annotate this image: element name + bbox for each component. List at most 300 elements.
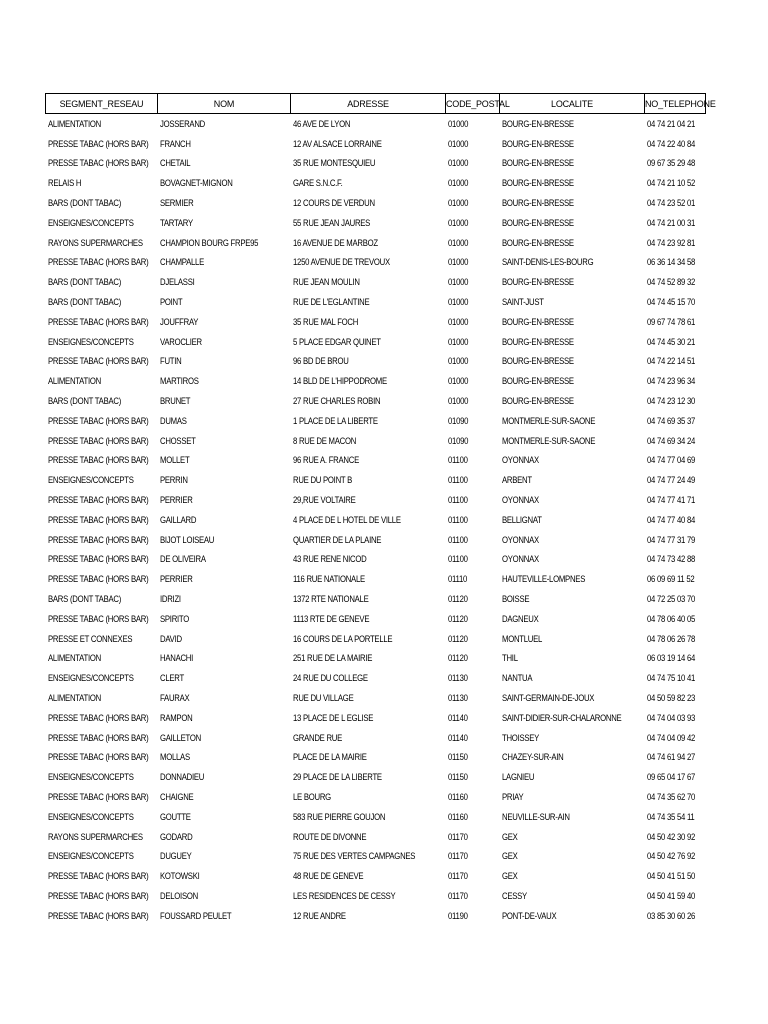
segment-cell-text: PRESSE TABAC (HORS BAR) [47,316,148,327]
code-postal-cell-text: 01130 [447,693,468,703]
nom-cell [158,609,291,629]
adresse-cell-text: 29,RUE VOLTAIRE [292,495,356,506]
localite-cell [500,292,645,312]
segment-cell [46,312,158,332]
localite-cell-text: THIL [501,653,518,664]
localite-cell-text: SAINT-DIDIER-SUR-CHALARONNE [501,712,621,723]
segment-cell-text: PRESSE TABAC (HORS BAR) [47,158,148,169]
nom-cell-text: VAROCLIER [159,336,202,347]
nom-cell-text: BRUNET [159,396,190,407]
code-postal-cell-text: 01120 [447,633,468,644]
nom-cell-text: RAMPON [159,712,192,723]
adresse-cell-text: 13 PLACE DE L EGLISE [292,712,373,723]
telephone-cell-text: 04 74 52 89 32 [646,277,695,288]
telephone-cell [645,173,706,193]
nom-cell [158,569,291,589]
telephone-cell [645,332,706,352]
telephone-cell-text: 04 78 06 40 05 [646,613,695,624]
telephone-cell [645,193,706,213]
segment-cell [46,173,158,193]
segment-cell-text: ALIMENTATION [47,693,101,703]
nom-cell [158,728,291,748]
segment-cell [46,431,158,451]
adresse-cell [291,569,446,589]
adresse-cell-text: 1372 RTE NATIONALE [292,594,369,605]
telephone-cell [645,787,706,807]
localite-cell [500,530,645,550]
telephone-cell [645,550,706,570]
adresse-cell [291,530,446,550]
adresse-cell [291,827,446,847]
localite-cell-text: SAINT-DENIS-LES-BOURG [501,257,593,268]
segment-cell-text: ALIMENTATION [47,376,101,387]
segment-cell [46,866,158,886]
code-postal-cell-text: 01000 [447,297,468,308]
adresse-cell [291,371,446,391]
code-postal-cell [446,391,500,411]
code-postal-cell [446,550,500,570]
adresse-cell-text: 12 RUE ANDRE [292,910,346,921]
adresse-cell [291,233,446,253]
adresse-cell-text: 29 PLACE DE LA LIBERTE [292,772,382,783]
nom-cell [158,629,291,649]
segment-cell-text: PRESSE TABAC (HORS BAR) [47,138,148,149]
segment-cell-text: ENSEIGNES/CONCEPTS [47,772,134,783]
localite-cell-text: BOISSE [501,594,529,605]
telephone-cell-text: 04 74 04 09 42 [646,732,695,743]
telephone-cell-text: 04 50 41 59 40 [646,890,695,901]
segment-cell [46,748,158,768]
localite-cell-text: THOISSEY [501,732,539,743]
nom-cell-text: TARTARY [159,217,193,228]
segment-cell-text: PRESSE TABAC (HORS BAR) [47,554,148,565]
telephone-cell [645,451,706,471]
nom-cell [158,352,291,372]
code-postal-cell [446,272,500,292]
segment-cell-text: PRESSE TABAC (HORS BAR) [47,752,148,763]
nom-cell-text: CLERT [159,673,184,684]
nom-cell [158,154,291,174]
telephone-cell-text: 04 74 35 62 70 [646,791,695,802]
adresse-cell [291,173,446,193]
nom-cell-text: FUTIN [159,356,181,367]
telephone-cell [645,510,706,530]
code-postal-cell-text: 01000 [447,316,468,327]
telephone-cell-text: 04 74 23 92 81 [646,237,695,248]
localite-cell [500,173,645,193]
table-row [46,134,706,154]
adresse-cell [291,352,446,372]
nom-cell [158,292,291,312]
localite-cell-text: BOURG-EN-BRESSE [501,396,574,407]
adresse-cell-text: 48 RUE DE GENEVE [292,871,363,882]
code-postal-cell [446,193,500,213]
code-postal-cell-text: 01140 [447,712,468,723]
localite-cell [500,332,645,352]
telephone-cell [645,866,706,886]
localite-cell [500,886,645,906]
localite-cell-text: BOURG-EN-BRESSE [501,158,574,169]
table-row [46,114,706,134]
localite-cell [500,767,645,787]
localite-cell-text: BOURG-EN-BRESSE [501,376,574,387]
table-row [46,193,706,213]
localite-cell [500,470,645,490]
localite-cell-text: CHAZEY-SUR-AIN [501,752,563,763]
localite-cell [500,490,645,510]
code-postal-cell [446,530,500,550]
nom-cell-text: DE OLIVEIRA [159,554,206,565]
adresse-cell [291,688,446,708]
localite-cell-text: BOURG-EN-BRESSE [501,118,574,129]
column-header-localite: LOCALITE [500,94,645,114]
code-postal-cell-text: 01100 [447,455,468,466]
segment-cell [46,490,158,510]
nom-cell-text: PERRIN [159,475,188,486]
adresse-cell-text: GRANDE RUE [292,732,342,743]
adresse-cell [291,451,446,471]
header-row [46,94,706,114]
localite-cell [500,728,645,748]
adresse-cell [291,510,446,530]
segment-cell-text: BARS (DONT TABAC) [47,297,121,308]
segment-cell [46,827,158,847]
code-postal-cell-text: 01100 [447,554,468,565]
nom-cell-text: DAVID [159,633,182,644]
segment-cell-text: ENSEIGNES/CONCEPTS [47,811,134,822]
code-postal-cell [446,886,500,906]
code-postal-cell-text: 01190 [447,910,468,921]
localite-cell-text: MONTMERLE-SUR-SAONE [501,415,595,426]
adresse-cell [291,332,446,352]
nom-cell-text: DONNADIEU [159,772,204,783]
adresse-cell [291,708,446,728]
table-row [46,312,706,332]
adresse-cell [291,846,446,866]
code-postal-cell [446,134,500,154]
localite-cell-text: BOURG-EN-BRESSE [501,217,574,228]
code-postal-cell [446,312,500,332]
table-row [46,371,706,391]
code-postal-cell-text: 01100 [447,475,468,486]
nom-cell [158,668,291,688]
telephone-cell-text: 04 50 42 30 92 [646,831,695,842]
segment-cell-text: BARS (DONT TABAC) [47,594,121,605]
adresse-cell-text: 27 RUE CHARLES ROBIN [292,396,380,407]
adresse-cell-text: 96 BD DE BROU [292,356,349,367]
code-postal-cell [446,589,500,609]
adresse-cell-text: 1113 RTE DE GENEVE [292,613,369,624]
table-row [46,213,706,233]
nom-cell [158,391,291,411]
code-postal-cell-text: 01000 [447,376,468,387]
telephone-cell [645,807,706,827]
code-postal-cell [446,609,500,629]
code-postal-cell-text: 01140 [447,732,468,743]
table-row [46,411,706,431]
telephone-cell-text: 04 74 61 94 27 [646,752,695,763]
adresse-cell-text: 43 RUE RENE NICOD [292,554,366,565]
nom-cell [158,253,291,273]
nom-cell-text: JOSSERAND [159,118,205,129]
code-postal-cell-text: 01000 [447,336,468,347]
telephone-cell-text: 09 67 74 78 61 [646,316,695,327]
nom-cell-text: FRANCH [159,138,191,149]
localite-cell-text: OYONNAX [501,495,539,506]
code-postal-cell-text: 01000 [447,217,468,228]
code-postal-cell [446,728,500,748]
code-postal-cell [446,470,500,490]
code-postal-cell [446,352,500,372]
nom-cell-text: DELOISON [159,890,198,901]
code-postal-cell-text: 01000 [447,396,468,407]
localite-cell [500,352,645,372]
adresse-cell [291,411,446,431]
table-row [46,748,706,768]
telephone-cell-text: 04 74 75 10 41 [646,673,695,684]
localite-cell [500,550,645,570]
adresse-cell [291,154,446,174]
code-postal-cell-text: 01000 [447,158,468,169]
segment-cell-text: PRESSE TABAC (HORS BAR) [47,455,148,466]
code-postal-cell [446,371,500,391]
nom-cell [158,688,291,708]
telephone-cell [645,589,706,609]
segment-cell [46,629,158,649]
segment-cell [46,272,158,292]
table-row [46,431,706,451]
adresse-cell-text: 96 RUE A. FRANCE [292,455,359,466]
nom-cell-text: JOUFFRAY [159,316,198,327]
nom-cell [158,807,291,827]
segment-cell [46,371,158,391]
nom-cell [158,332,291,352]
telephone-cell [645,352,706,372]
nom-cell [158,708,291,728]
nom-cell-text: DUMAS [159,415,187,426]
localite-cell-text: BOURG-EN-BRESSE [501,237,574,248]
localite-cell-text: BOURG-EN-BRESSE [501,336,574,347]
code-postal-cell-text: 01000 [447,277,468,288]
adresse-cell-text: RUE JEAN MOULIN [292,277,360,288]
adresse-cell-text: 75 RUE DES VERTES CAMPAGNES [292,851,415,862]
code-postal-cell-text: 01120 [447,613,468,624]
telephone-cell [645,253,706,273]
adresse-cell-text: 46 AVE DE LYON [292,118,350,129]
localite-cell [500,391,645,411]
telephone-cell-text: 04 50 41 51 50 [646,871,695,882]
nom-cell [158,490,291,510]
telephone-cell-text: 04 74 45 30 21 [646,336,695,347]
code-postal-cell-text: 01150 [447,772,468,783]
telephone-cell-text: 04 74 21 04 21 [646,118,695,129]
telephone-cell [645,233,706,253]
nom-cell [158,530,291,550]
table-row [46,886,706,906]
nom-cell-text: FOUSSARD PEULET [159,910,231,921]
code-postal-cell-text: 01170 [447,871,468,882]
segment-cell-text: BARS (DONT TABAC) [47,396,121,407]
nom-cell-text: CHAMPION BOURG FRPE95 [159,237,258,248]
adresse-cell [291,272,446,292]
table-row [46,173,706,193]
nom-cell [158,272,291,292]
segment-cell-text: RAYONS SUPERMARCHES [47,237,143,248]
adresse-cell [291,391,446,411]
telephone-cell [645,292,706,312]
localite-cell-text: GEX [501,871,518,882]
segment-cell-text: ENSEIGNES/CONCEPTS [47,673,134,684]
column-header-nom: NOM [158,94,291,114]
segment-cell [46,906,158,926]
segment-cell [46,688,158,708]
telephone-cell-text: 04 74 21 00 31 [646,217,695,228]
telephone-cell-text: 09 65 04 17 67 [646,772,695,783]
telephone-cell [645,134,706,154]
telephone-cell-text: 04 74 77 04 69 [646,455,695,466]
nom-cell-text: IDRIZI [159,594,181,605]
telephone-cell-text: 06 03 19 14 64 [646,653,695,664]
adresse-cell-text: LE BOURG [292,791,331,802]
segment-cell-text: PRESSE TABAC (HORS BAR) [47,257,148,268]
adresse-cell-text: QUARTIER DE LA PLAINE [292,534,381,545]
segment-cell [46,470,158,490]
localite-cell [500,134,645,154]
segment-cell [46,134,158,154]
localite-cell-text: GEX [501,851,518,862]
code-postal-cell [446,688,500,708]
telephone-cell [645,213,706,233]
code-postal-cell-text: 01120 [447,594,468,605]
segment-cell-text: BARS (DONT TABAC) [47,277,121,288]
code-postal-cell [446,866,500,886]
localite-cell-text: NANTUA [501,673,532,684]
data-table [45,93,716,926]
adresse-cell [291,668,446,688]
code-postal-cell-text: 01100 [447,495,468,506]
adresse-cell-text: 251 RUE DE LA MAIRIE [292,653,372,664]
adresse-cell-text: 8 RUE DE MACON [292,435,356,446]
localite-cell-text: BOURG-EN-BRESSE [501,198,574,209]
segment-cell-text: ENSEIGNES/CONCEPTS [47,475,134,486]
localite-cell [500,649,645,669]
adresse-cell [291,748,446,768]
telephone-cell [645,391,706,411]
telephone-cell-text: 04 50 42 76 92 [646,851,695,862]
code-postal-cell [446,668,500,688]
segment-cell-text: PRESSE TABAC (HORS BAR) [47,791,148,802]
telephone-cell [645,668,706,688]
nom-cell-text: POINT [159,297,182,308]
nom-cell [158,114,291,134]
telephone-cell [645,629,706,649]
localite-cell [500,708,645,728]
segment-cell [46,411,158,431]
localite-cell [500,787,645,807]
table-row [46,550,706,570]
adresse-cell-text: 116 RUE NATIONALE [292,574,365,585]
localite-cell-text: MONTLUEL [501,633,542,644]
adresse-cell-text: 14 BLD DE L'HIPPODROME [292,376,387,387]
telephone-cell [645,470,706,490]
nom-cell-text: GAILLETON [159,732,201,743]
localite-cell-text: OYONNAX [501,534,539,545]
segment-cell-text: PRESSE TABAC (HORS BAR) [47,574,148,585]
segment-cell-text: ALIMENTATION [47,118,101,129]
nom-cell [158,233,291,253]
adresse-cell-text: RUE DE L'EGLANTINE [292,297,369,308]
segment-cell [46,787,158,807]
code-postal-cell-text: 01130 [447,673,468,684]
localite-cell [500,193,645,213]
nom-cell-text: BIJOT LOISEAU [159,534,214,545]
localite-cell-text: BOURG-EN-BRESSE [501,316,574,327]
adresse-cell [291,906,446,926]
table-row [46,609,706,629]
adresse-cell [291,134,446,154]
code-postal-cell [446,490,500,510]
adresse-cell [291,589,446,609]
code-postal-cell [446,510,500,530]
nom-cell [158,886,291,906]
telephone-cell [645,431,706,451]
adresse-cell-text: RUE DU VILLAGE [292,693,353,703]
adresse-cell-text: 35 RUE MAL FOCH [292,316,358,327]
adresse-cell-text: PLACE DE LA MAIRIE [292,752,367,763]
telephone-cell [645,728,706,748]
code-postal-cell-text: 01110 [447,574,467,585]
localite-cell [500,846,645,866]
telephone-cell-text: 03 85 30 60 26 [646,910,695,921]
localite-cell-text: GEX [501,831,518,842]
segment-cell [46,728,158,748]
localite-cell [500,748,645,768]
table-row [46,451,706,471]
adresse-cell [291,312,446,332]
segment-cell [46,233,158,253]
localite-cell-text: OYONNAX [501,455,539,466]
segment-cell-text: RELAIS H [47,178,81,189]
table-row [46,154,706,174]
segment-cell-text: RAYONS SUPERMARCHES [47,831,143,842]
table-row [46,391,706,411]
nom-cell-text: SERMIER [159,198,193,209]
code-postal-cell [446,233,500,253]
nom-cell-text: BOVAGNET-MIGNON [159,178,233,189]
localite-cell [500,371,645,391]
adresse-cell [291,292,446,312]
nom-cell [158,767,291,787]
localite-cell [500,253,645,273]
code-postal-cell [446,411,500,431]
segment-cell [46,708,158,728]
adresse-cell [291,550,446,570]
code-postal-cell [446,767,500,787]
telephone-cell [645,767,706,787]
code-postal-cell-text: 01170 [447,890,468,901]
code-postal-cell-text: 01100 [447,514,468,525]
code-postal-cell-text: 01000 [447,257,468,268]
code-postal-cell [446,332,500,352]
telephone-cell [645,411,706,431]
segment-cell-text: PRESSE TABAC (HORS BAR) [47,415,148,426]
code-postal-cell-text: 01090 [447,415,468,426]
adresse-cell [291,114,446,134]
segment-cell [46,767,158,787]
adresse-cell-text: 5 PLACE EDGAR QUINET [292,336,381,347]
telephone-cell-text: 04 74 77 41 71 [646,495,695,506]
adresse-cell-text: 4 PLACE DE L HOTEL DE VILLE [292,514,401,525]
